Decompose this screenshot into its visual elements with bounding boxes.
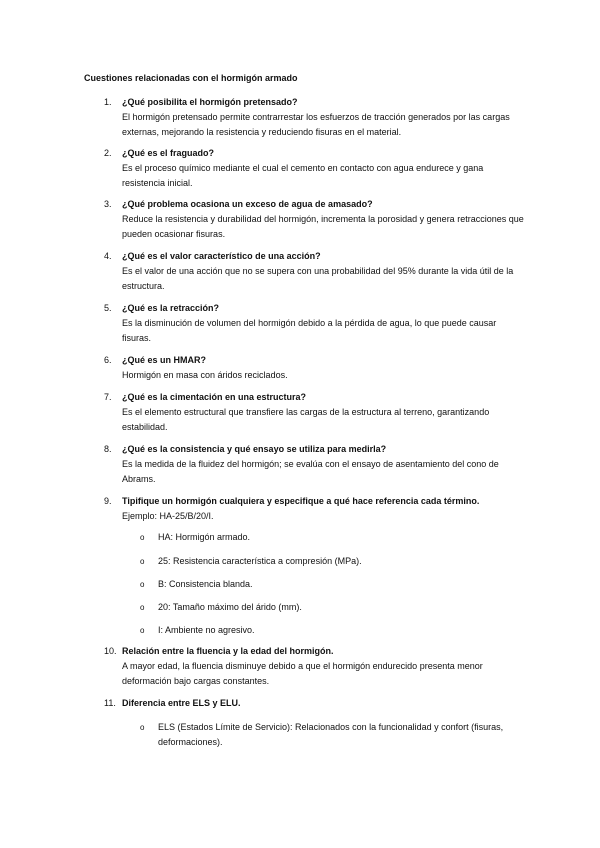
question-text: ¿Qué es el fraguado?: [122, 148, 215, 158]
list-item-text: 25: Resistencia característica a compresión (MPa).: [158, 556, 362, 566]
list-item: [140, 554, 530, 569]
question-item-6: [104, 353, 524, 383]
question-text: ¿Qué es la consistencia y qué ensayo se utiliza para medirla?: [122, 444, 387, 454]
question-number: 1.: [104, 97, 112, 107]
answer-text: Hormigón en masa con áridos reciclados.: [122, 370, 288, 380]
list-item: [140, 600, 530, 615]
question-number: 6.: [104, 355, 112, 365]
question-number: 9.: [104, 496, 112, 506]
question-item-7: [104, 390, 524, 435]
bullet-icon: o: [140, 557, 145, 566]
question-text: ¿Qué es el valor característico de una acción?: [122, 251, 321, 261]
question-number: 5.: [104, 303, 112, 313]
list-item-text: 20: Tamaño máximo del árido (mm).: [158, 602, 302, 612]
answer-text: Es la disminución de volumen del hormigón debido a la pérdida de agua, lo que puede causar fisuras.: [122, 318, 497, 343]
list-item-text: B: Consistencia blanda.: [158, 579, 253, 589]
question-item-1: [104, 95, 524, 140]
question-text: Relación entre la fluencia y la edad del hormigón.: [122, 646, 334, 656]
question-text: Tipifique un hormigón cualquiera y especifique a qué hace referencia cada término.: [122, 496, 480, 506]
question-item-10: [104, 644, 524, 689]
question-item-11: [104, 696, 524, 711]
question-text: ¿Qué es la cimentación en una estructura?: [122, 392, 307, 402]
list-item-text: HA: Hormigón armado.: [158, 532, 251, 542]
question-text: ¿Qué problema ocasiona un exceso de agua de amasado?: [122, 199, 373, 209]
question-number: 4.: [104, 251, 112, 261]
question-number: 3.: [104, 199, 112, 209]
question-number: 10.: [104, 646, 117, 656]
list-item-text: ELS (Estados Límite de Servicio): Relacionados con la funcionalidad y confort (fisuras, deformaciones).: [158, 722, 504, 747]
list-item: [140, 720, 530, 750]
answer-text: Es la medida de la fluidez del hormigón; se evalúa con el ensayo de asentamiento del cono de Abrams.: [122, 459, 499, 484]
bullet-icon: o: [140, 580, 145, 589]
answer-text: Ejemplo: HA-25/B/20/I.: [122, 511, 214, 521]
document-title: Cuestiones relacionadas con el hormigón armado: [84, 73, 298, 83]
answer-text: A mayor edad, la fluencia disminuye debido a que el hormigón endurecido presenta menor deformación bajo cargas constantes.: [122, 661, 483, 686]
question-item-5: [104, 301, 524, 346]
question-number: 2.: [104, 148, 112, 158]
list-item: [140, 623, 530, 638]
question-item-4: [104, 249, 524, 294]
bullet-icon: o: [140, 626, 145, 635]
list-item: [140, 530, 530, 545]
answer-text: Es el elemento estructural que transfiere las cargas de la estructura al terreno, garantizando estabilidad.: [122, 407, 490, 432]
question-item-3: [104, 197, 524, 242]
answer-text: El hormigón pretensado permite contrarrestar los esfuerzos de tracción generados por las cargas externas, mejorando la resistencia y reduciendo fisuras en el material.: [122, 112, 510, 137]
question-number: 7.: [104, 392, 112, 402]
question-text: ¿Qué posibilita el hormigón pretensado?: [122, 97, 298, 107]
list-item: [140, 577, 530, 592]
question-number: 8.: [104, 444, 112, 454]
answer-text: Reduce la resistencia y durabilidad del hormigón, incrementa la porosidad y genera retracciones que pueden ocasionar fisuras.: [122, 214, 524, 239]
answer-text: Es el proceso químico mediante el cual el cemento en contacto con agua endurece y gana resistencia inicial.: [122, 163, 484, 188]
question-item-8: [104, 442, 524, 487]
question-text: ¿Qué es un HMAR?: [122, 355, 207, 365]
question-number: 11.: [104, 698, 116, 708]
bullet-icon: o: [140, 723, 145, 732]
question-item-2: [104, 146, 524, 191]
bullet-icon: o: [140, 603, 145, 612]
question-item-9: [104, 494, 524, 524]
answer-text: Es el valor de una acción que no se supera con una probabilidad del 95% durante la vida útil de la estructura.: [122, 266, 514, 291]
list-item-text: I: Ambiente no agresivo.: [158, 625, 255, 635]
bullet-icon: o: [140, 533, 145, 542]
question-text: Diferencia entre ELS y ELU.: [122, 698, 241, 708]
question-text: ¿Qué es la retracción?: [122, 303, 220, 313]
